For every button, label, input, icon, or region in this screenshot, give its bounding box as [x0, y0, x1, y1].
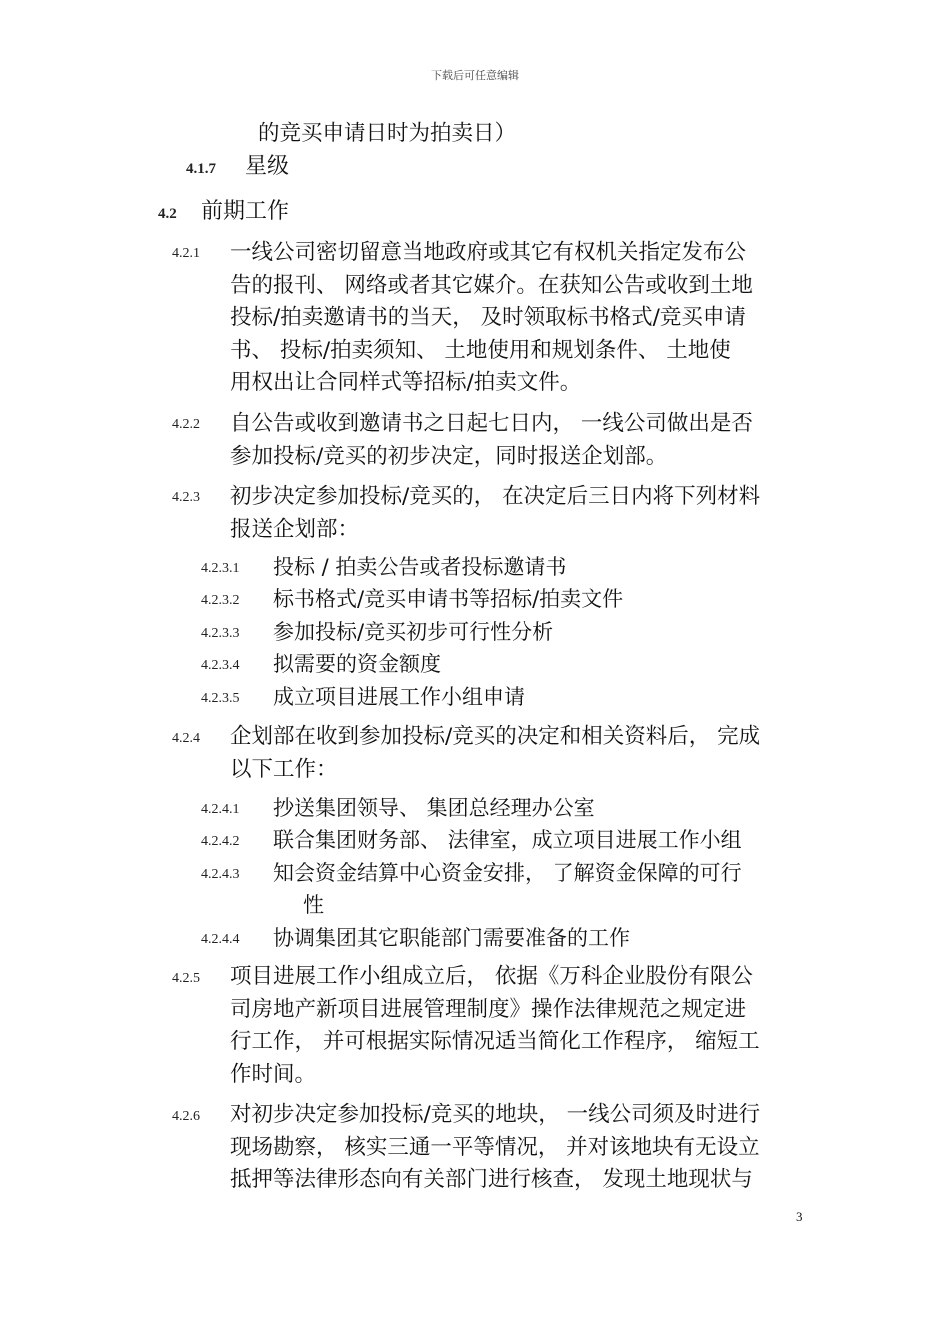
clause-text: [230, 481, 760, 546]
text-line: 初步决定参加投标/竞买的， 在决定后三日内将下列材料: [230, 484, 761, 509]
sub-text: 标书格式/竞买申请书等招标/拍卖文件: [273, 587, 624, 611]
sub-number: 4.2.4.1: [201, 802, 240, 817]
page-header: 下载后可任意编辑: [431, 69, 519, 82]
text-line: 自公告或收到邀请书之日起七日内， 一线公司做出是否: [230, 411, 753, 436]
sub-number: 4.2.4.3: [201, 867, 240, 882]
sub-text: 成立项目进展工作小组申请: [273, 685, 525, 709]
sub-text: 参加投标/竞买初步可行性分析: [273, 620, 554, 644]
clause-text: [230, 961, 760, 1091]
text-line: 告的报刊、 网络或者其它媒介。在获知公告或收到土地: [230, 272, 753, 298]
text-line: 以下工作：: [230, 756, 338, 782]
text-line: 书、 投标/拍卖须知、 土地使用和规划条件、 土地使: [230, 337, 731, 363]
text-line: 行工作， 并可根据实际情况适当简化工作程序， 缩短工: [230, 1029, 760, 1055]
sub-text: 投标 / 拍卖公告或者投标邀请书: [273, 555, 567, 579]
text-line: 报送企划部：: [230, 516, 360, 542]
text-line: 企划部在收到参加投标/竞买的决定和相关资料后， 完成: [230, 724, 761, 749]
text-line: 一线公司密切留意当地政府或其它有权机关指定发布公: [230, 240, 747, 265]
text-line: 投标/拍卖邀请书的当天， 及时领取标书格式/竞买申请: [230, 305, 746, 331]
clause-number: 4.2.6: [172, 1109, 200, 1124]
text-line: 作时间。: [230, 1061, 317, 1087]
sub-text: 联合集团财务部、 法律室，成立项目进展工作小组: [273, 828, 742, 852]
text-line: 抵押等法律形态向有关部门进行核查， 发现土地现状与: [230, 1167, 753, 1193]
continuation-text: 的竞买申请日时为拍卖日）: [258, 121, 517, 146]
heading-number: 4.1.7: [186, 161, 216, 177]
clause-text: [230, 237, 753, 400]
heading-title: 星级: [245, 154, 290, 179]
sub-text: 知会资金结算中心资金安排， 了解资金保障的可行: [273, 861, 742, 885]
clause-number: 4.2.4: [172, 731, 200, 746]
clause-number: 4.2.5: [172, 971, 200, 986]
heading-number: 4.2: [158, 206, 177, 222]
sub-number: 4.2.3.1: [201, 561, 240, 576]
text-line: 用权出让合同样式等招标/拍卖文件。: [230, 370, 582, 396]
sub-number: 4.2.4.2: [201, 834, 240, 849]
clause-text: [230, 1099, 760, 1197]
text-line: 对初步决定参加投标/竞买的地块， 一线公司须及时进行: [230, 1102, 761, 1127]
sub-number: 4.2.3.2: [201, 593, 240, 608]
sub-text-continuation: 性: [303, 893, 324, 917]
clause-number: 4.2.2: [172, 417, 200, 432]
sub-number: 4.2.3.3: [201, 626, 240, 641]
page-number: 3: [796, 1209, 803, 1224]
text-line: 现场勘察， 核实三通一平等情况， 并对该地块有无设立: [230, 1134, 760, 1160]
sub-number: 4.2.3.5: [201, 691, 240, 706]
clause-number: 4.2.1: [172, 246, 200, 261]
sub-number: 4.2.4.4: [201, 932, 240, 947]
clause-text: [230, 408, 753, 473]
sub-number: 4.2.3.4: [201, 658, 240, 673]
sub-text: 协调集团其它职能部门需要准备的工作: [273, 926, 630, 950]
clause-number: 4.2.3: [172, 490, 200, 505]
sub-text: 拟需要的资金额度: [273, 652, 441, 676]
clause-text: [230, 721, 760, 786]
text-line: 参加投标/竞买的初步决定，同时报送企划部。: [230, 443, 668, 469]
text-line: 项目进展工作小组成立后， 依据《万科企业股份有限公: [230, 964, 753, 989]
text-line: 司房地产新项目进展管理制度》操作法律规范之规定进: [230, 996, 747, 1022]
sub-text: 抄送集团领导、 集团总经理办公室: [273, 796, 595, 820]
heading-title: 前期工作: [201, 199, 290, 224]
